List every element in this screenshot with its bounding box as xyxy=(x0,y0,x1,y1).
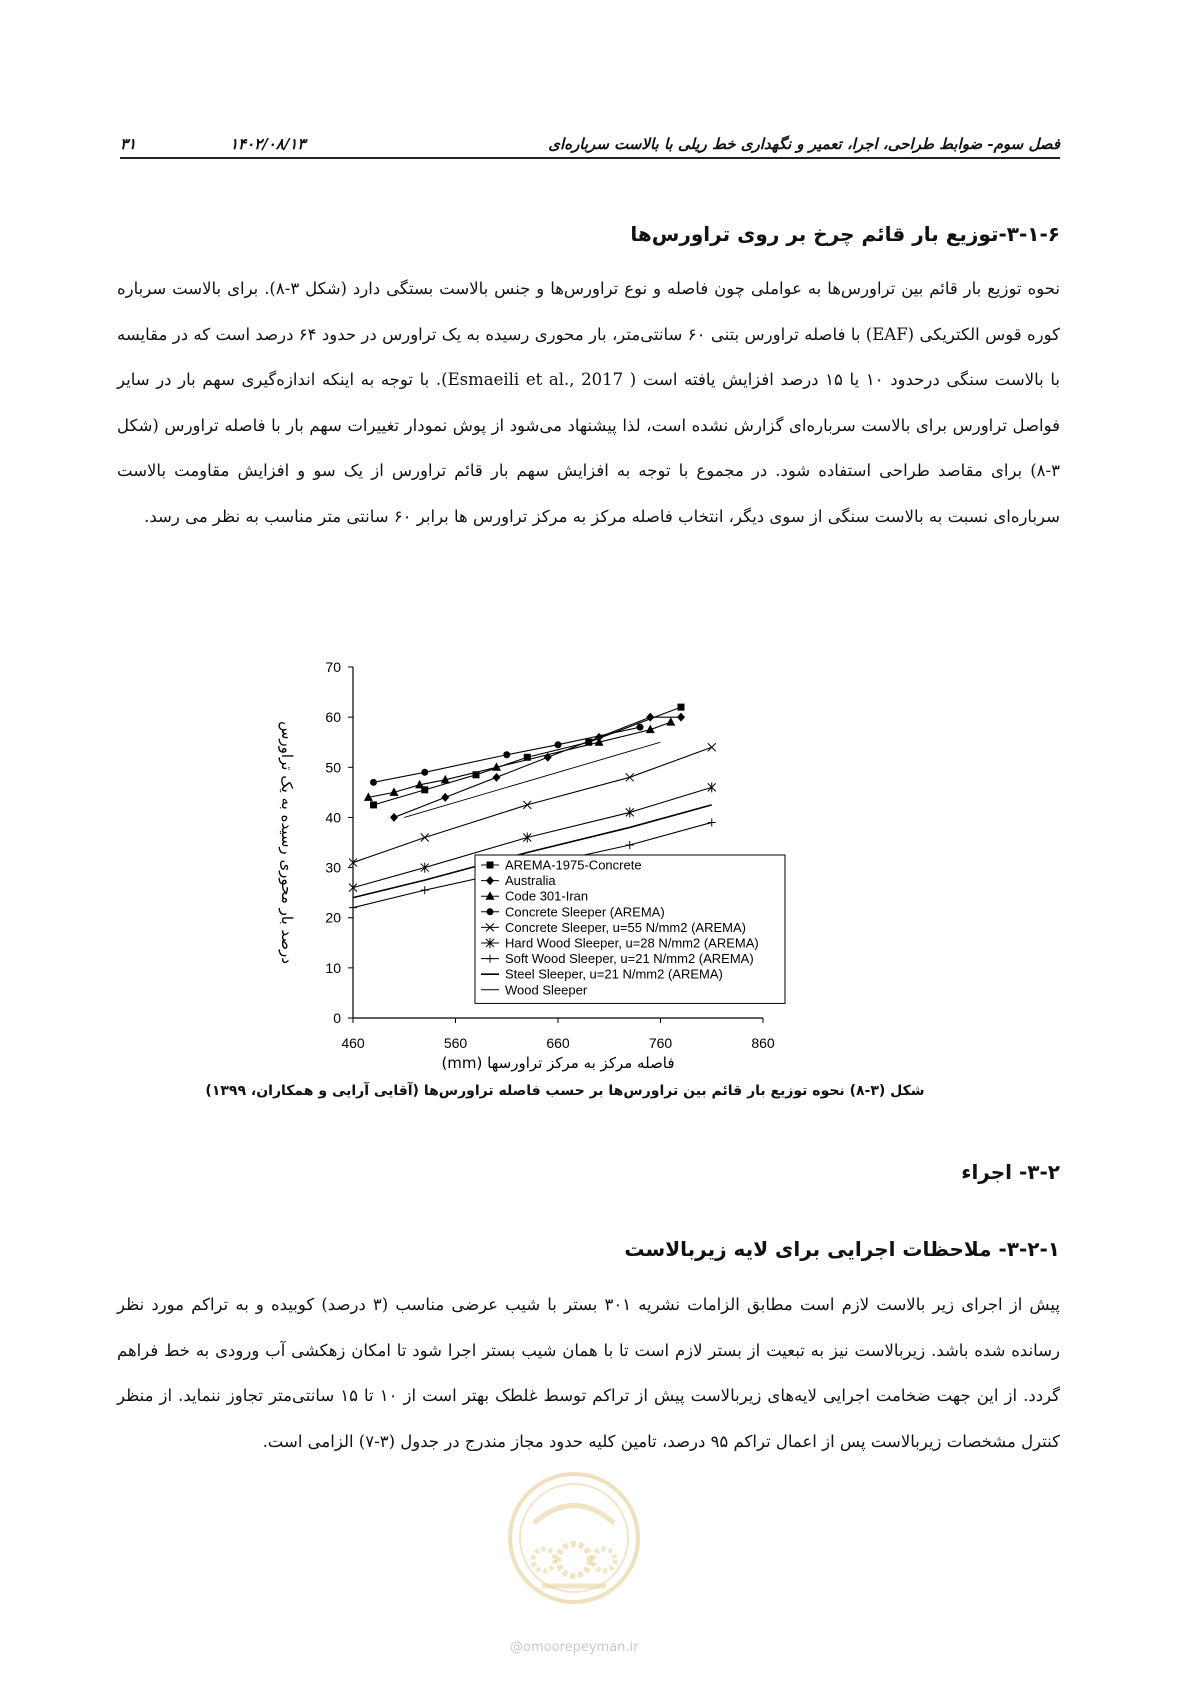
series-line-4 xyxy=(353,747,712,862)
data-point xyxy=(708,818,716,826)
section-title-wheel-load: ۳-۱-۶-توزیع بار قائم چرخ بر روی تراورس‌ها xyxy=(630,222,1060,246)
y-axis-label: درصد بار محوری رسیده به یک تراورس xyxy=(278,721,296,964)
section-title-subballast: ۳-۲-۱- ملاحظات اجرایی برای لایه زیربالاست xyxy=(624,1237,1060,1261)
y-tick-label: 0 xyxy=(333,1010,341,1026)
data-point xyxy=(677,713,685,722)
y-tick-label: 20 xyxy=(325,909,341,926)
data-point xyxy=(637,724,644,731)
data-point xyxy=(626,773,634,781)
data-point xyxy=(487,908,494,915)
legend-label: AREMA-1975-Concrete xyxy=(505,857,642,873)
data-point xyxy=(421,833,429,841)
legend-label: Concrete Sleeper (AREMA) xyxy=(505,904,665,920)
legend-label: Concrete Sleeper, u=55 N/mm2 (AREMA) xyxy=(505,919,746,935)
data-point xyxy=(349,883,357,893)
legend-label: Hard Wood Sleeper, u=28 N/mm2 (AREMA) xyxy=(505,935,759,951)
data-point xyxy=(708,782,716,792)
omoorepeyman-seal-logo-icon xyxy=(504,1468,644,1618)
header-date: ۱۴۰۲/۰۸/۱۳ xyxy=(230,135,306,153)
data-point xyxy=(421,863,429,873)
load-distribution-chart xyxy=(260,640,860,1085)
data-point xyxy=(493,773,501,782)
x-tick-label: 860 xyxy=(751,1035,775,1051)
legend-label: Soft Wood Sleeper, u=21 N/mm2 (AREMA) xyxy=(505,951,754,967)
data-point xyxy=(626,841,634,849)
data-point xyxy=(666,717,675,726)
y-tick-label: 70 xyxy=(325,659,341,675)
data-point xyxy=(678,704,685,711)
header-title: فصل سوم- ضوابط طراحی، اجرا، تعمیر و نگهداری خط ریلی با بالاست سرباره‌ای xyxy=(548,135,1060,153)
page-number: ۳۱ xyxy=(120,135,137,153)
section-title-execution: ۳-۲- اجراء xyxy=(961,1160,1060,1184)
data-point xyxy=(370,779,377,786)
data-point xyxy=(555,741,562,748)
data-point xyxy=(503,751,510,758)
data-point xyxy=(370,801,377,808)
data-point xyxy=(349,904,357,912)
data-point xyxy=(626,807,634,817)
x-axis-label: فاصله مرکز به مرکز تراورسها (mm) xyxy=(441,1054,675,1072)
data-point xyxy=(421,886,429,894)
data-point xyxy=(523,801,531,809)
data-point xyxy=(390,813,398,822)
legend-label: Code 301-Iran xyxy=(505,888,589,904)
data-point xyxy=(708,743,716,751)
y-tick-label: 50 xyxy=(325,759,341,776)
x-tick-label: 460 xyxy=(341,1035,365,1051)
paragraph-subballast: پیش از اجرای زیر بالاست لازم است مطابق الزامات نشریه ۳۰۱ بستر با شیب عرضی مناسب (۳ درصد) کوبیده و به تراکم مورد نظر رسانده شده باشد. زیربالاست نیز به تبعیت از بستر لازم است تا با همان شیب بستر اجرا شود تا امکان زهکشی آب ورودی به خط فراهم گردد. از این جهت ضخامت اجرایی لایه‌های زیربالاست پیش از تراکم توسط غلطک بهتر است از ۱۰ تا ۱۵ سانتی‌متر تجاوز ننماید. از منظر کنترل مشخصات زیربالاست پس از اعمال تراکم ۹۵ درصد، تامین کلیه حدود مجاز مندرج در جدول (۳-۷) الزامی است. xyxy=(117,1295,1060,1451)
watermark-text: @omoorepeyman.ir xyxy=(510,1640,639,1655)
x-tick-label: 760 xyxy=(648,1035,673,1051)
data-point xyxy=(441,793,449,802)
data-point xyxy=(487,862,494,869)
x-tick-label: 660 xyxy=(546,1035,570,1051)
y-tick-label: 60 xyxy=(325,709,341,726)
y-tick-label: 40 xyxy=(325,809,341,826)
data-point xyxy=(523,832,531,842)
y-tick-label: 10 xyxy=(325,959,341,976)
x-tick-label: 560 xyxy=(443,1035,468,1051)
figure-caption: شکل (۳-۸) نحوه توزیع بار قائم بین تراورس‌ها بر حسب فاصله تراورس‌ها (آقایی آرایی و همکاران، ۱۳۹۹) xyxy=(205,1083,925,1099)
header-divider xyxy=(120,157,1060,159)
legend-label: Australia xyxy=(505,873,556,889)
legend-label: Steel Sleeper, u=21 N/mm2 (AREMA) xyxy=(505,966,723,982)
paragraph-wheel-load: نحوه توزیع بار قائم بین تراورس‌ها به عواملی چون فاصله و نوع تراورس‌ها و جنس بالاست بستگی دارد (شکل ۳-۸). برای بالاست سرباره کوره قوس الکتریکی (EAF) با فاصله تراورس بتنی ۶۰ سانتی‌متر، بار محوری رسیده به یک تراورس در حدود ۶۴ درصد است که در مقایسه با بالاست سنگی درحدود ۱۰ یا ۱۵ درصد افزایش یافته است ( Esmaeili et al., 2017). با توجه به اینکه اندازه‌گیری سهم بار در سایر فواصل تراورس برای بالاست سرباره‌ای گزارش نشده است، لذا پیشنهاد می‌شود از پوش نمودار تغییرات سهم بار با فاصله تراورس (شکل ۳-۸) برای مقاصد طراحی استفاده شود. در مجموع با توجه به افزایش سهم بار قائم تراورس از یک سو و افزایش مقاومت بالاست سرباره‌ای نسبت به بالاست سنگی از سوی دیگر، انتخاب فاصله مرکز به مرکز تراورس ها برابر ۶۰ سانتی متر مناسب به نظر می رسد. xyxy=(117,279,1060,526)
legend-label: Wood Sleeper xyxy=(505,982,588,998)
y-tick-label: 30 xyxy=(325,859,341,876)
data-point xyxy=(421,769,428,776)
